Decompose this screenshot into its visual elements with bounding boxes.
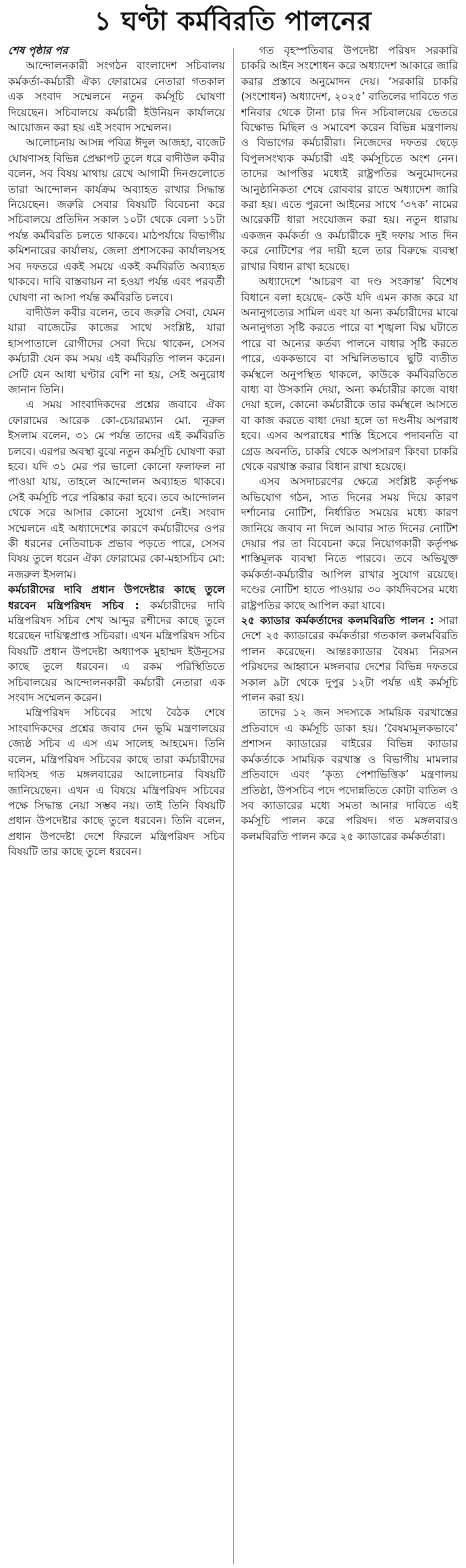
paragraph: তাদের ১২ জন সদস্যকে সাময়িক বরখাস্তের প্রতিবাদে এ কর্মসূচি ডাকা হয়। ‘বৈষম্যমূলকভাবে’ প্রশাসন ক্যাডারের বাইরের বিভিন্ন ক্যাডার কর্মকর্তাকে সাময়িক বরখাস্ত ও বিভাগীয় মামলার প্রতিবাদে এবং ‘কৃত্য পেশাভিত্তিক’ মন্ত্রণালয় প্রতিষ্ঠা, উপসচিব পদে পদোন্নতিতে কোটা বাতিল ও সব ক্যাডারের মধ্যে সমতা আনার দাবিতে এই কর্মসূচি পালন করে পরিষদ। গত মঙ্গলবারও কলমবিরতি পালন করে ২৫ ক্যাডারের কর্মকর্তারা। xyxy=(241,707,458,843)
paragraph: এ সময় সাংবাদিকদের প্রশ্নের জবাবে ঐক্য ফোরামের আরেক কো-চেয়ারম্যান মো. নূরুল ইসলাম বলেন, ৩১ মে পর্যন্ত তাদের এই কর্মবিরতি চলবে। এরপর অবস্থা বুঝে নতুন কর্মসূচি ঘোষণা করা হবে। যদি ৩১ মের পর ভালো কোনো ফলাফল না পাওয়া যায়, তাহলে আন্দোলন অব্যাহত থাকবে। সেই কর্মসূচি পরে পরিষ্কার করা হবে। তবে আন্দোলন থেকে সরে আসার কোনো সুযোগ নেই। সংবাদ সম্মেলনে এই অধ্যাদেশের কারণে কর্মচারীদের ওপর কী ধরনের নেতিবাচক প্রভাব পড়তে পারে, সেসব বিষয় তুলে ধরেন ঐক্য ফোরামের কো-মহাসচিব মো: নজরুল ইসলাম। xyxy=(8,399,225,581)
paragraph: আলোচনায় আসন্ন পবিত্র ঈদুল আজহা, বাজেট ঘোষণাসহ বিভিন্ন প্রেক্ষাপট তুলে ধরে বাদীউল কবীর বলেন, সব বিষয় মাথায় রেখে আগামী দিনগুলোতে তারা আন্দোলন কার্যক্রম অব্যাহত রাখার সিদ্ধান্ত নিয়েছেন। জরুরি সেবার বিষয়টি বিবেচনা করে সচিবালয়ে প্রতিদিন সকাল ১০টা থেকে বেলা ১১টা পর্যন্ত কর্মবিরতি চলতে থাকবে। মাঠপর্যায়ে বিভাগীয় কমিশনারের কার্যালয়, জেলা প্রশাসকের কার্যালয়সহ সব দফতরে একই সময়ে একই কর্মবিরতি অব্যাহত থাকবে। দাবি বাস্তবায়ন না হওয়া পর্যন্ত এবং পরবর্তী ঘোষণা না আসা পর্যন্ত কর্মবিরতি চলবে। xyxy=(8,137,225,304)
right-column xyxy=(241,44,458,1564)
subhead-paragraph xyxy=(241,614,458,706)
paragraph: গত বৃহস্পতিবার উপদেষ্টা পরিষদ সরকারি চাকরি আইন সংশোধন করে অধ্যাদেশ আকারে জারি করার প্রস্তাবে অনুমোদন দেয়। ‘সরকারি চাকরি (সংশোধন) অধ্যাদেশ, ২০২৫’ বাতিলের দাবিতে গত শনিবার থেকে টানা চার দিন সচিবালয়ের ভেতরে বিক্ষোভ মিছিল ও সমাবেশ করেন বিভিন্ন মন্ত্রণালয় ও বিভাগের কর্মচারীরা। নিজেদের দফতর ছেড়ে বিপুলসংখ্যক কর্মচারী এই কর্মসূচিতে অংশ নেন। তাদের আপত্তির মধ্যেই রাষ্ট্রপতির অনুমোদনের আনুষ্ঠানিকতা শেষে রোববার রাতে অধ্যাদেশ জারি করা হয়। এতে পুরনো আইনের সাথে ‘৩৭ক’ নামের আরেকটি ধারা সংযোজন করা হয়। নতুন ধারায় একজন কর্মকর্তা ও কর্মচারীকে দুই দফায় সাত দিন করে নোটিশের পর দায়ী হলে তার বিরুদ্ধে ব্যবস্থা রাখার বিধান রাখা হয়েছে। xyxy=(241,45,458,273)
subhead: ২৫ ক্যাডার কর্মকর্তাদের কলমবিরতি পালন : xyxy=(241,615,435,628)
paragraph: আন্দোলনকারী সংগঠন বাংলাদেশ সচিবালয় কর্মকর্তা-কর্মচারী ঐক্য ফোরামের নেতারা গতকাল এক সংবাদ সম্মেলনে নতুন কর্মসূচি ঘোষণা দিয়েছেন। সচিবালয়ে কর্মচারী ইউনিয়ন কার্যালয়ে আয়োজন করা হয় এই সংবাদ সম্মেলন। xyxy=(8,60,225,135)
headline: ১ ঘণ্টা কর্মবিরতি পালনের xyxy=(94,7,372,37)
paragraph: এসব অসদাচরণের ক্ষেত্রে সংশ্লিষ্ট কর্তৃপক্ষ অভিযোগ গঠন, সাত দিনের সময় দিয়ে কারণ দর্শানোর নোটিশ, নির্ধারিত সময়ের মধ্যে কারণ জানিয়ে জবাব না দিলে আবার সাত দিনের নোটিশ দেয়ার পর তা বিবেচনা করে নিয়োগকারী কর্তৃপক্ষ শাস্তিমূলক ব্যবস্থা নিতে পারবে। তবে অভিযুক্ত কর্মকর্তা-কর্মচারীর আপিল রাখার সুযোগ রয়েছে। দণ্ডের নোটিশ হাতে পাওয়ার ৩০ কার্যদিবসের মধ্যে রাষ্ট্রপতির কাছে আপিল করা যাবে। xyxy=(241,476,458,612)
subhead-text: সারা দেশে ২৫ ক্যাডারের কর্মকর্তারা গতকাল কলমবিরতি পালন করেছেন। আন্তঃক্যাডার বৈষম্য নিরসন পরিষদের আহ্বানে মঙ্গলবার দেশের বিভিন্ন দফতরে সকাল ৯টা থেকে দুপুর ১২টা পর্যন্ত এই কর্মসূচি পালন করা হয়। xyxy=(241,615,458,705)
column-divider xyxy=(233,48,234,1564)
paragraph: অধ্যাদেশে ‘আচরণ বা দণ্ড সংক্রান্ত’ বিশেষ বিধানে বলা হয়েছে- কেউ যদি এমন কাজ করে যা অনানুগত্যের সামিল এবং যা অন্য কর্মচারীদের মাঝে অনানুগত্য সৃষ্টি করতে পারে বা শৃঙ্খলা বিঘ্ন ঘটাতে পারে বা অন্যের কর্তব্য পালনে বাধার সৃষ্টি করতে পারে, এককভাবে বা সম্মিলিতভাবে ছুটি ব্যতীত কর্মস্থলে অনুপস্থিত থাকলে, কাউকে কর্মবিরতিতে বাধ্য বা উসকানি দেয়া, অন্য কর্মচারীর কাজে বাধা দেয়া হলে, কোনো কর্মচারীকে তার কর্মস্থলে আসতে বা কাজ করতে বাধা দেয়া হলে তা দণ্ডনীয় অপরাধ হবে। এসব অপরাধের শাস্তি হিসেবে পদাবনতি বা গ্রেড অবনতি, চাকরি থেকে অপসারণ কিংবা চাকরি থেকে বরখাস্ত করার বিধান রাখা হয়েছে। xyxy=(241,276,458,473)
subhead: কর্মচারীদের দাবি প্রধান উপদেষ্টার কাছে তুলে ধরবেন মন্ত্রিপরিষদ সচিব : xyxy=(8,584,225,612)
article-columns xyxy=(8,44,458,1564)
subhead-text: কর্মচারীদের দাবি মন্ত্রিপরিষদ সচিব শেখ আব্দুর রশীদের কাছে তুলে ধরেছেন দায়িত্বপ্রাপ্ত সচিবরা। এখন মন্ত্রিপরিষদ সচিব বিষয়টি প্রধান উপদেষ্টা অধ্যাপক মুহাম্মদ ইউনূসের কাছে তুলে ধরবেন। এ রকম পরিস্থিতিতে সচিবালয়ের আন্দোলনকারী কর্মচারী নেতারা এক সংবাদ সম্মেলন করেন। xyxy=(8,599,225,705)
left-column xyxy=(8,44,225,1564)
paragraph: বাদীউল কবীর বলেন, তবে জরুরি সেবা, যেমন যারা বাজেটের কাজের সাথে সংশ্লিষ্ট, যারা হাসপাতালে রোগীদের সেবা দিয়ে থাকেন, সেসব কর্মচারী যেন কম সময় এই কর্মবিরতি পালন করেন। সেটি যেন আধা ঘণ্টার বেশি না হয়, সেই অনুরোধ জানান তিনি। xyxy=(8,306,225,396)
jump-label: শেষ পৃষ্ঠার পর xyxy=(8,45,68,57)
paragraph: মন্ত্রিপরিষদ সচিবের সাথে বৈঠক শেষে সাংবাদিকদের প্রশ্নের জবাব দেন ভূমি মন্ত্রণালয়ের জ্যেষ্ঠ সচিব এ এস এম সালেহ আহমেদ। তিনি বলেন, মন্ত্রিপরিষদ সচিবের কাছে তারা কর্মচারীদের দাবিসহ গত মঙ্গলবারের আলোচনার বিষয়টি জানিয়েছেন। এখন এ বিষয়ে মন্ত্রিপরিষদ সচিবের পক্ষে সিদ্ধান্ত নেয়া সম্ভব নয়। তাই তিনি বিষয়টি প্রধান উপদেষ্টার কাছে তুলে ধরবেন। তিনি বলেন, প্রধান উপদেষ্টা দেশে ফিরলে মন্ত্রিপরিষদ সচিব বিষয়টি তার কাছে তুলে ধরবেন। xyxy=(8,707,225,859)
subhead-paragraph xyxy=(8,583,225,706)
